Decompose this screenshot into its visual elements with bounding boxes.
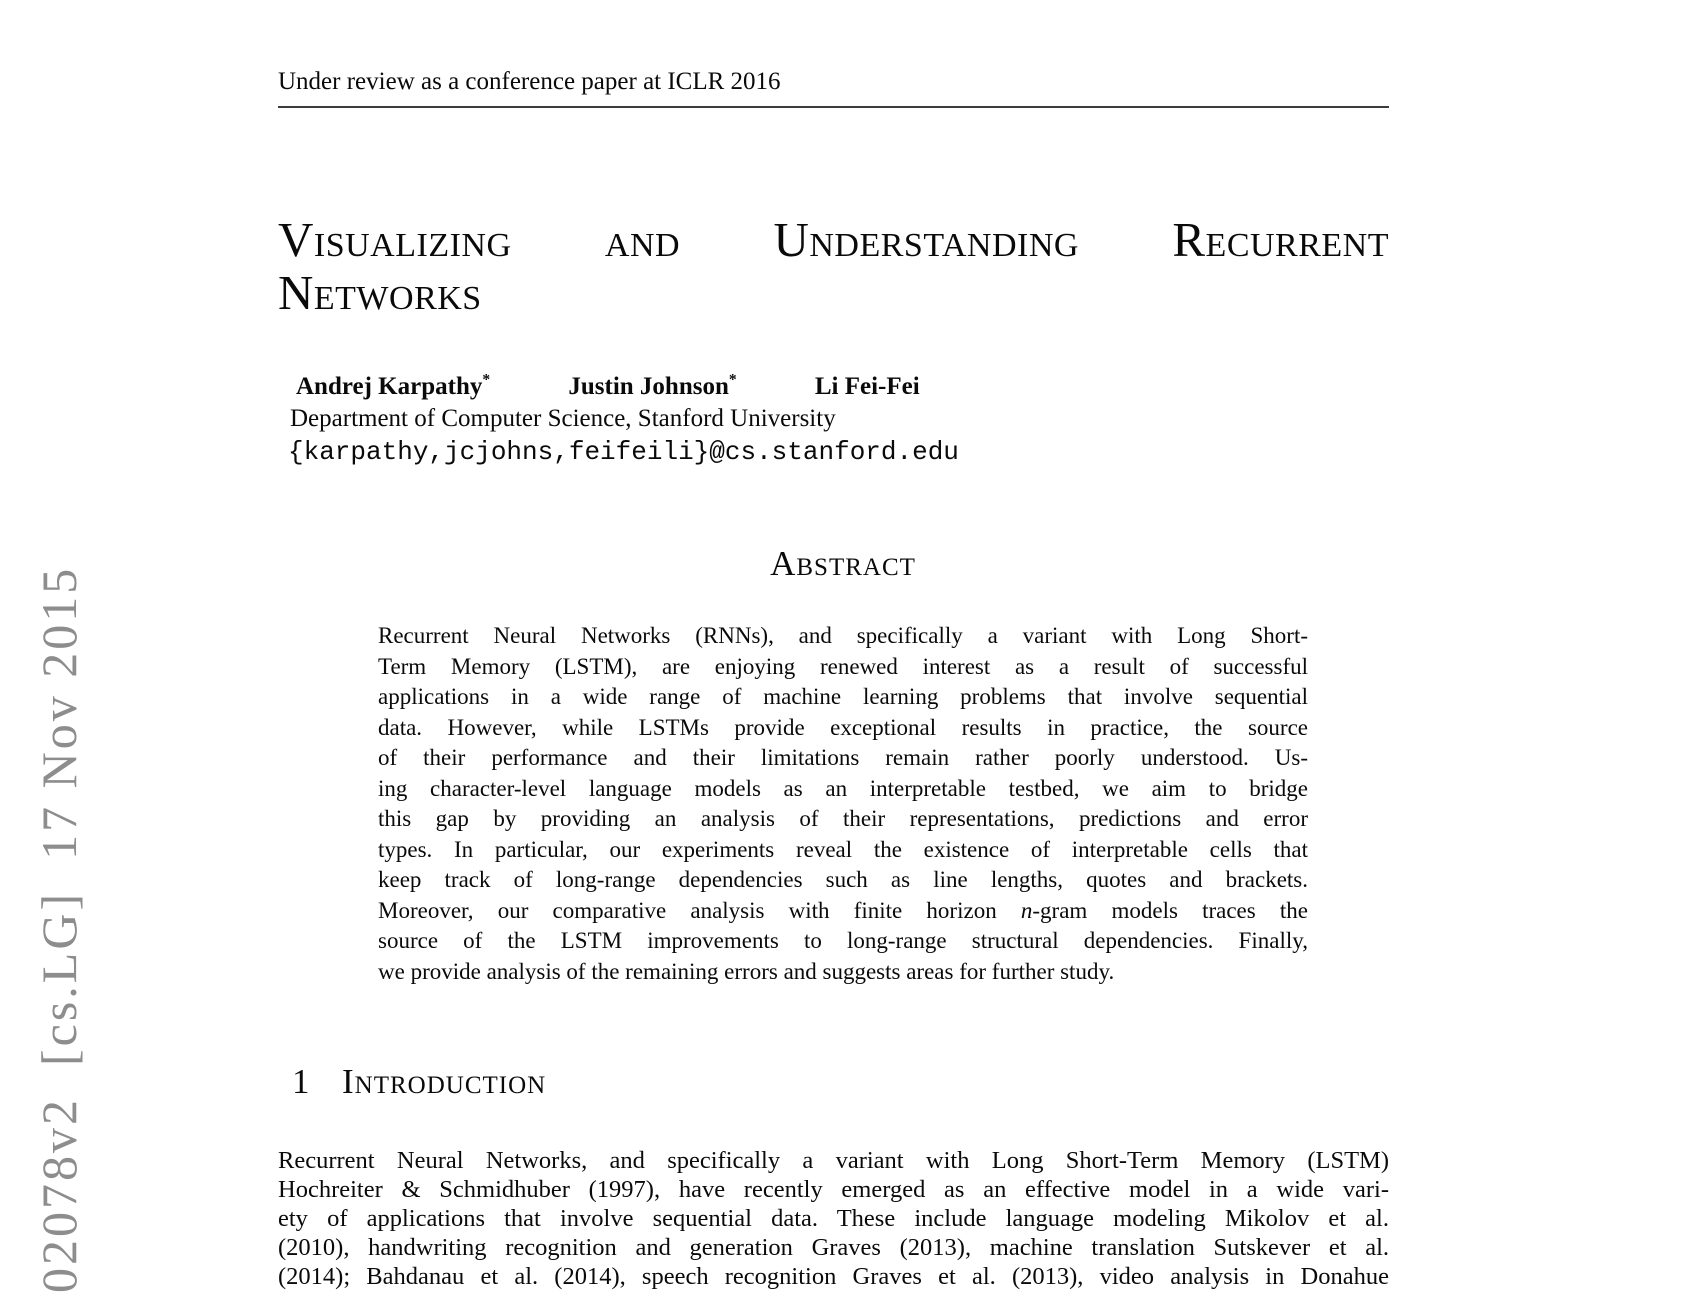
author-footnote-mark: * — [728, 372, 737, 389]
paper-title — [278, 213, 1389, 319]
author-list — [296, 372, 1389, 401]
text-line: source of the LSTM improvements to long-range structural dependencies. Finally, — [378, 928, 1308, 953]
text-line: keep track of long-range dependencies such as line lengths, quotes and brackets. — [378, 867, 1308, 892]
text-line: ety of applications that involve sequential data. These include language modeling Mikolov et al. — [278, 1205, 1389, 1232]
header-rule — [278, 106, 1389, 108]
paper-title-line-2: Networks — [278, 265, 482, 320]
author-name-text: Li Fei-Fei — [814, 373, 920, 401]
text-line: this gap by providing an analysis of their representations, predictions and error — [378, 806, 1308, 831]
author-name-text: Andrej Karpathy — [296, 373, 483, 401]
paper-title-line-1: Visualizing and Understanding Recurrent — [278, 212, 1389, 267]
text-line: Recurrent Neural Networks (RNNs), and specifically a variant with Long Short- — [378, 623, 1308, 648]
review-status-header: Under review as a conference paper at ICLR 2016 — [278, 68, 781, 95]
author-name-text: Justin Johnson — [568, 373, 729, 401]
text-line: Hochreiter & Schmidhuber (1997), have recently emerged as an effective model in a wide vari- — [278, 1176, 1389, 1203]
text-line: applications in a wide range of machine learning problems that involve sequential — [378, 684, 1308, 709]
author-footnote-mark: * — [482, 372, 491, 389]
text-line: (2014); Bahdanau et al. (2014), speech recognition Graves et al. (2013), video analysis in Donahue — [278, 1263, 1389, 1290]
section-title: Introduction — [342, 1062, 547, 1101]
author-name — [296, 373, 490, 400]
introduction-text — [278, 1146, 1389, 1291]
text-line: we provide analysis of the remaining errors and suggests areas for further study. — [378, 958, 1115, 984]
author-name — [568, 373, 736, 400]
author-name — [815, 373, 920, 400]
text-line: Term Memory (LSTM), are enjoying renewed interest as a result of successful — [378, 653, 1308, 679]
text-line: data. However, while LSTMs provide exceptional results in practice, the source — [378, 714, 1308, 740]
arxiv-watermark: 02078v2 [cs.LG] 17 Nov 2015 — [31, 565, 87, 1293]
section-heading-introduction — [292, 1062, 546, 1102]
abstract-text — [378, 621, 1308, 987]
text-line: Moreover, our comparative analysis with finite horizon n-gram models traces the — [378, 897, 1308, 923]
text-line: of their performance and their limitations remain rather poorly understood. Us- — [378, 745, 1308, 770]
text-line: Recurrent Neural Networks, and specifically a variant with Long Short-Term Memory (LSTM) — [278, 1147, 1389, 1174]
text-line: (2010), handwriting recognition and generation Graves (2013), machine translation Sutskever et al. — [278, 1234, 1389, 1261]
affiliation: Department of Computer Science, Stanford University — [290, 405, 836, 432]
abstract-heading: Abstract — [770, 544, 916, 583]
text-line: ing character-level language models as an interpretable testbed, we aim to bridge — [378, 775, 1308, 801]
text-line: types. In particular, our experiments reveal the existence of interpretable cells that — [378, 836, 1308, 862]
author-emails: {karpathy,jcjohns,feifeili}@cs.stanford.edu — [288, 437, 959, 467]
section-number: 1 — [292, 1062, 310, 1101]
